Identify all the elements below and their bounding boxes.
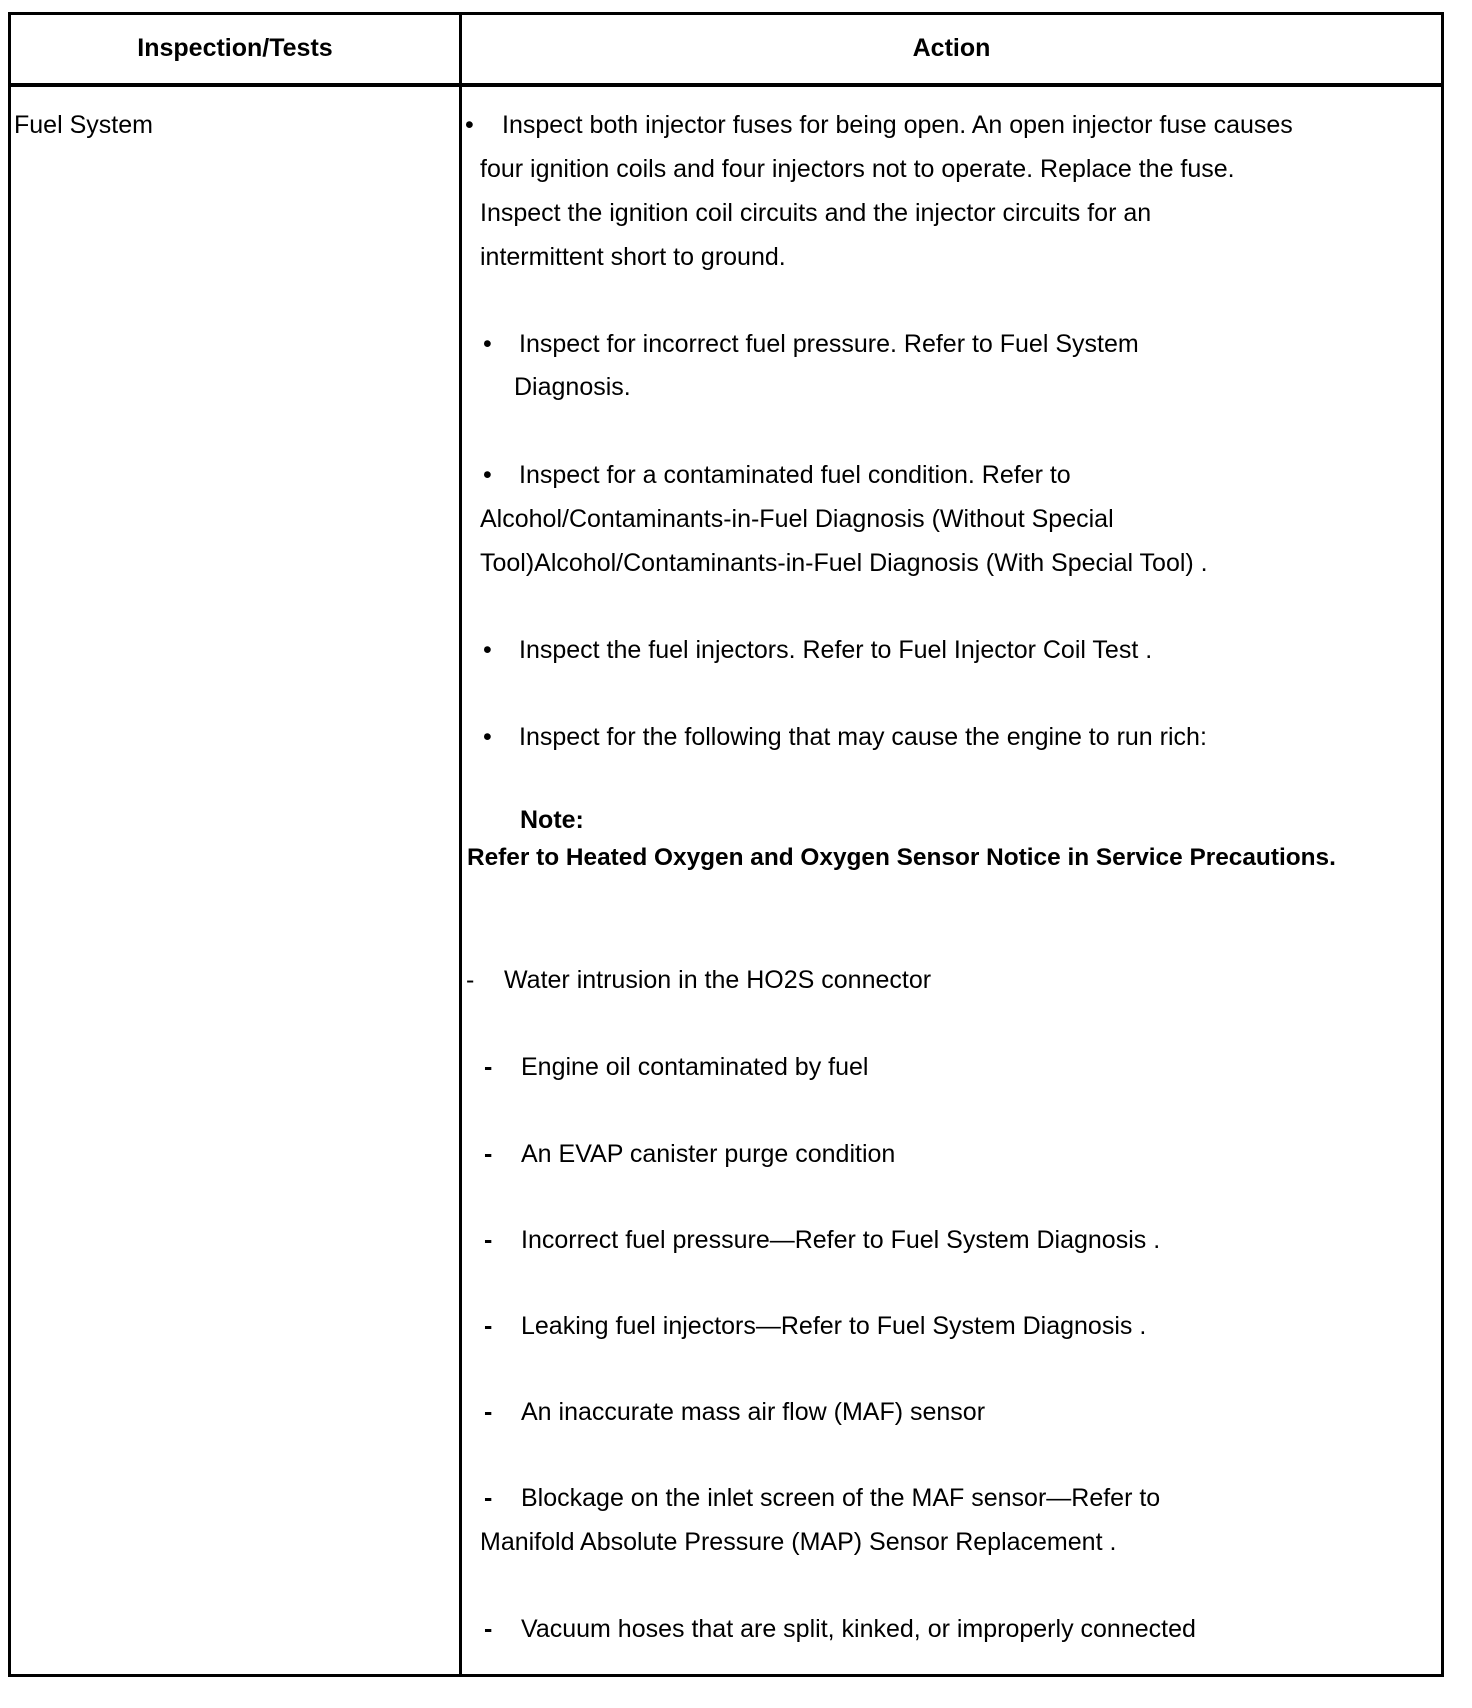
dash-marker: - [484, 1140, 493, 1168]
inspection-cell-fuel-system: Fuel System [14, 111, 153, 139]
item2-line2: Diagnosis. [514, 373, 631, 401]
bullet-marker: • [483, 723, 492, 751]
bullet-marker: • [465, 111, 474, 139]
dash-marker: - [466, 966, 475, 994]
dash-marker: - [484, 1226, 493, 1254]
cause-evap-purge: An EVAP canister purge condition [521, 1140, 896, 1168]
cause-vacuum-hoses: Vacuum hoses that are split, kinked, or improperly connected [521, 1615, 1196, 1643]
cause-maf-blockage-line2: Manifold Absolute Pressure (MAP) Sensor Replacement . [480, 1528, 1117, 1556]
note-label: Note: [520, 806, 584, 834]
item1-line3: Inspect the ignition coil circuits and the injector circuits for an [480, 199, 1152, 227]
item3-line1: Inspect for a contaminated fuel condition. Refer to [519, 461, 1071, 489]
item1-line1: Inspect both injector fuses for being open. An open injector fuse causes [502, 111, 1293, 139]
header-divider [11, 83, 1441, 87]
header-inspection-tests: Inspection/Tests [137, 34, 333, 62]
dash-marker: - [484, 1398, 493, 1426]
bullet-marker: • [483, 330, 492, 358]
cause-leaking-injectors: Leaking fuel injectors—Refer to Fuel System Diagnosis . [521, 1312, 1147, 1340]
item2-line1: Inspect for incorrect fuel pressure. Refer to Fuel System [519, 330, 1139, 358]
item3-line3: Tool)Alcohol/Contaminants-in-Fuel Diagnosis (With Special Tool) . [480, 549, 1208, 577]
header-action: Action [912, 34, 991, 62]
bullet-marker: • [483, 461, 492, 489]
inspection-table [8, 12, 1444, 1677]
item1-line4: intermittent short to ground. [480, 243, 786, 271]
dash-marker: - [484, 1053, 493, 1081]
dash-marker: - [484, 1484, 493, 1512]
item1-line2: four ignition coils and four injectors not to operate. Replace the fuse. [480, 155, 1235, 183]
dash-marker: - [484, 1615, 493, 1643]
item4-text: Inspect the fuel injectors. Refer to Fuel Injector Coil Test . [519, 636, 1153, 664]
dash-marker: - [484, 1312, 493, 1340]
bullet-marker: • [483, 636, 492, 664]
cause-engine-oil: Engine oil contaminated by fuel [521, 1053, 869, 1081]
column-divider [459, 15, 462, 1674]
cause-incorrect-fuel-pressure: Incorrect fuel pressure—Refer to Fuel System Diagnosis . [521, 1226, 1161, 1254]
cause-maf-blockage-line1: Blockage on the inlet screen of the MAF sensor—Refer to [521, 1484, 1161, 1512]
cause-water-intrusion: Water intrusion in the HO2S connector [504, 966, 932, 994]
note-text: Refer to Heated Oxygen and Oxygen Sensor Notice in Service Precautions. [467, 844, 1336, 871]
item3-line2: Alcohol/Contaminants-in-Fuel Diagnosis (Without Special [480, 505, 1114, 533]
item5-text: Inspect for the following that may cause the engine to run rich: [519, 723, 1207, 751]
cause-inaccurate-maf: An inaccurate mass air flow (MAF) sensor [521, 1398, 986, 1426]
